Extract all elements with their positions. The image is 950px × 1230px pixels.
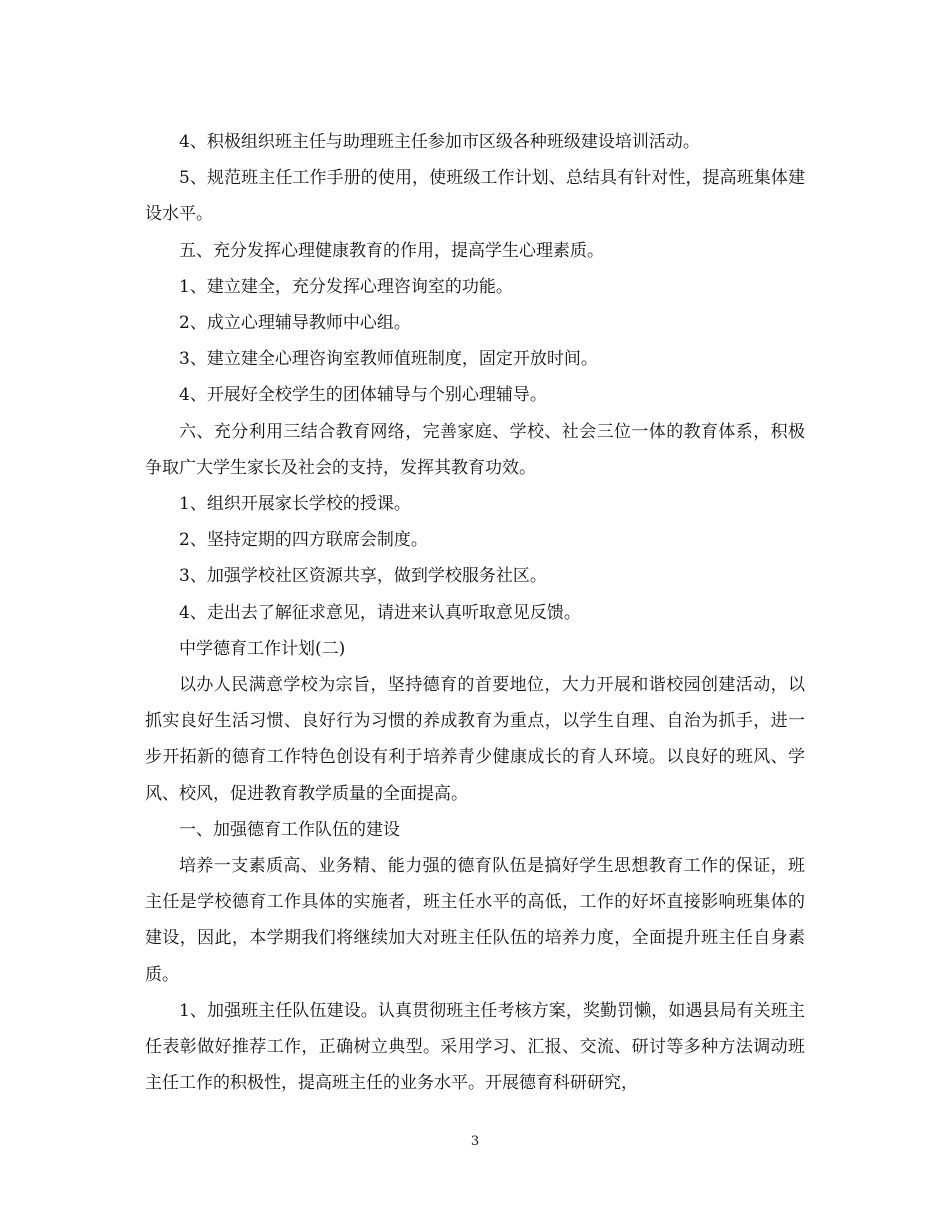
paragraph: 3、加强学校社区资源共享，做到学校服务社区。 [179, 566, 547, 587]
paragraph: 4、积极组织班主任与助理班主任参加市区级各种班级建设培训活动。 [179, 132, 700, 152]
page-number: 3 [470, 1134, 480, 1149]
paragraph: 1、建立建全，充分发挥心理咨询室的功能。 [179, 276, 513, 297]
paragraph: 5、规范班主任工作手册的使用，使班级工作计划、总结具有针对性，提高班集体建设水平。 [145, 168, 805, 225]
section-heading: 五、充分发挥心理健康教育的作用，提高学生心理素质。 [179, 240, 604, 261]
paragraph: 1、加强班主任队伍建设。认真贯彻班主任考核方案，奖勤罚懒，如遇县局有关班主任表彰做好推荐工作，正确树立典型。采用学习、汇报、交流、研讨等多种方法调动班主任工作的积极性，提高班主任的业务水平。开展德育科研研究， [145, 1000, 805, 1094]
paragraph: 4、开展好全校学生的团体辅导与个别心理辅导。 [179, 385, 547, 406]
paragraph: 2、坚持定期的四方联席会制度。 [179, 530, 428, 551]
section-heading: 一、加强德育工作队伍的建设 [179, 819, 400, 840]
paragraph: 3、建立建全心理咨询室教师值班制度，固定开放时间。 [179, 349, 598, 370]
document-subtitle: 中学德育工作计划(二) [179, 638, 346, 659]
document-body [145, 124, 805, 1101]
paragraph: 4、走出去了解征求意见，请进来认真听取意见反馈。 [179, 602, 581, 623]
paragraph: 培养一支素质高、业务精、能力强的德育队伍是搞好学生思想教育工作的保证，班主任是学校德育工作具体的实施者，班主任水平的高低，工作的好坏直接影响班集体的建设，因此，本学期我们将继续加大对班主任队伍的培养力度，全面提升班主任自身素质。 [145, 856, 805, 985]
paragraph: 1、组织开展家长学校的授课。 [179, 494, 411, 515]
paragraph: 以办人民满意学校为宗旨，坚持德育的首要地位，大力开展和谐校园创建活动，以抓实良好生活习惯、良好行为习惯的养成教育为重点，以学生自理、自治为抓手，进一步开拓新的德育工作特色创设有利于培养青少健康成长的育人环境。以良好的班风、学风、校风，促进教育教学质量的全面提高。 [145, 675, 805, 804]
section-heading: 六、充分利用三结合教育网络，完善家庭、学校、社会三位一体的教育体系，积极争取广大学生家长及社会的支持，发挥其教育功效。 [145, 421, 805, 478]
paragraph: 2、成立心理辅导教师中心组。 [179, 313, 411, 334]
